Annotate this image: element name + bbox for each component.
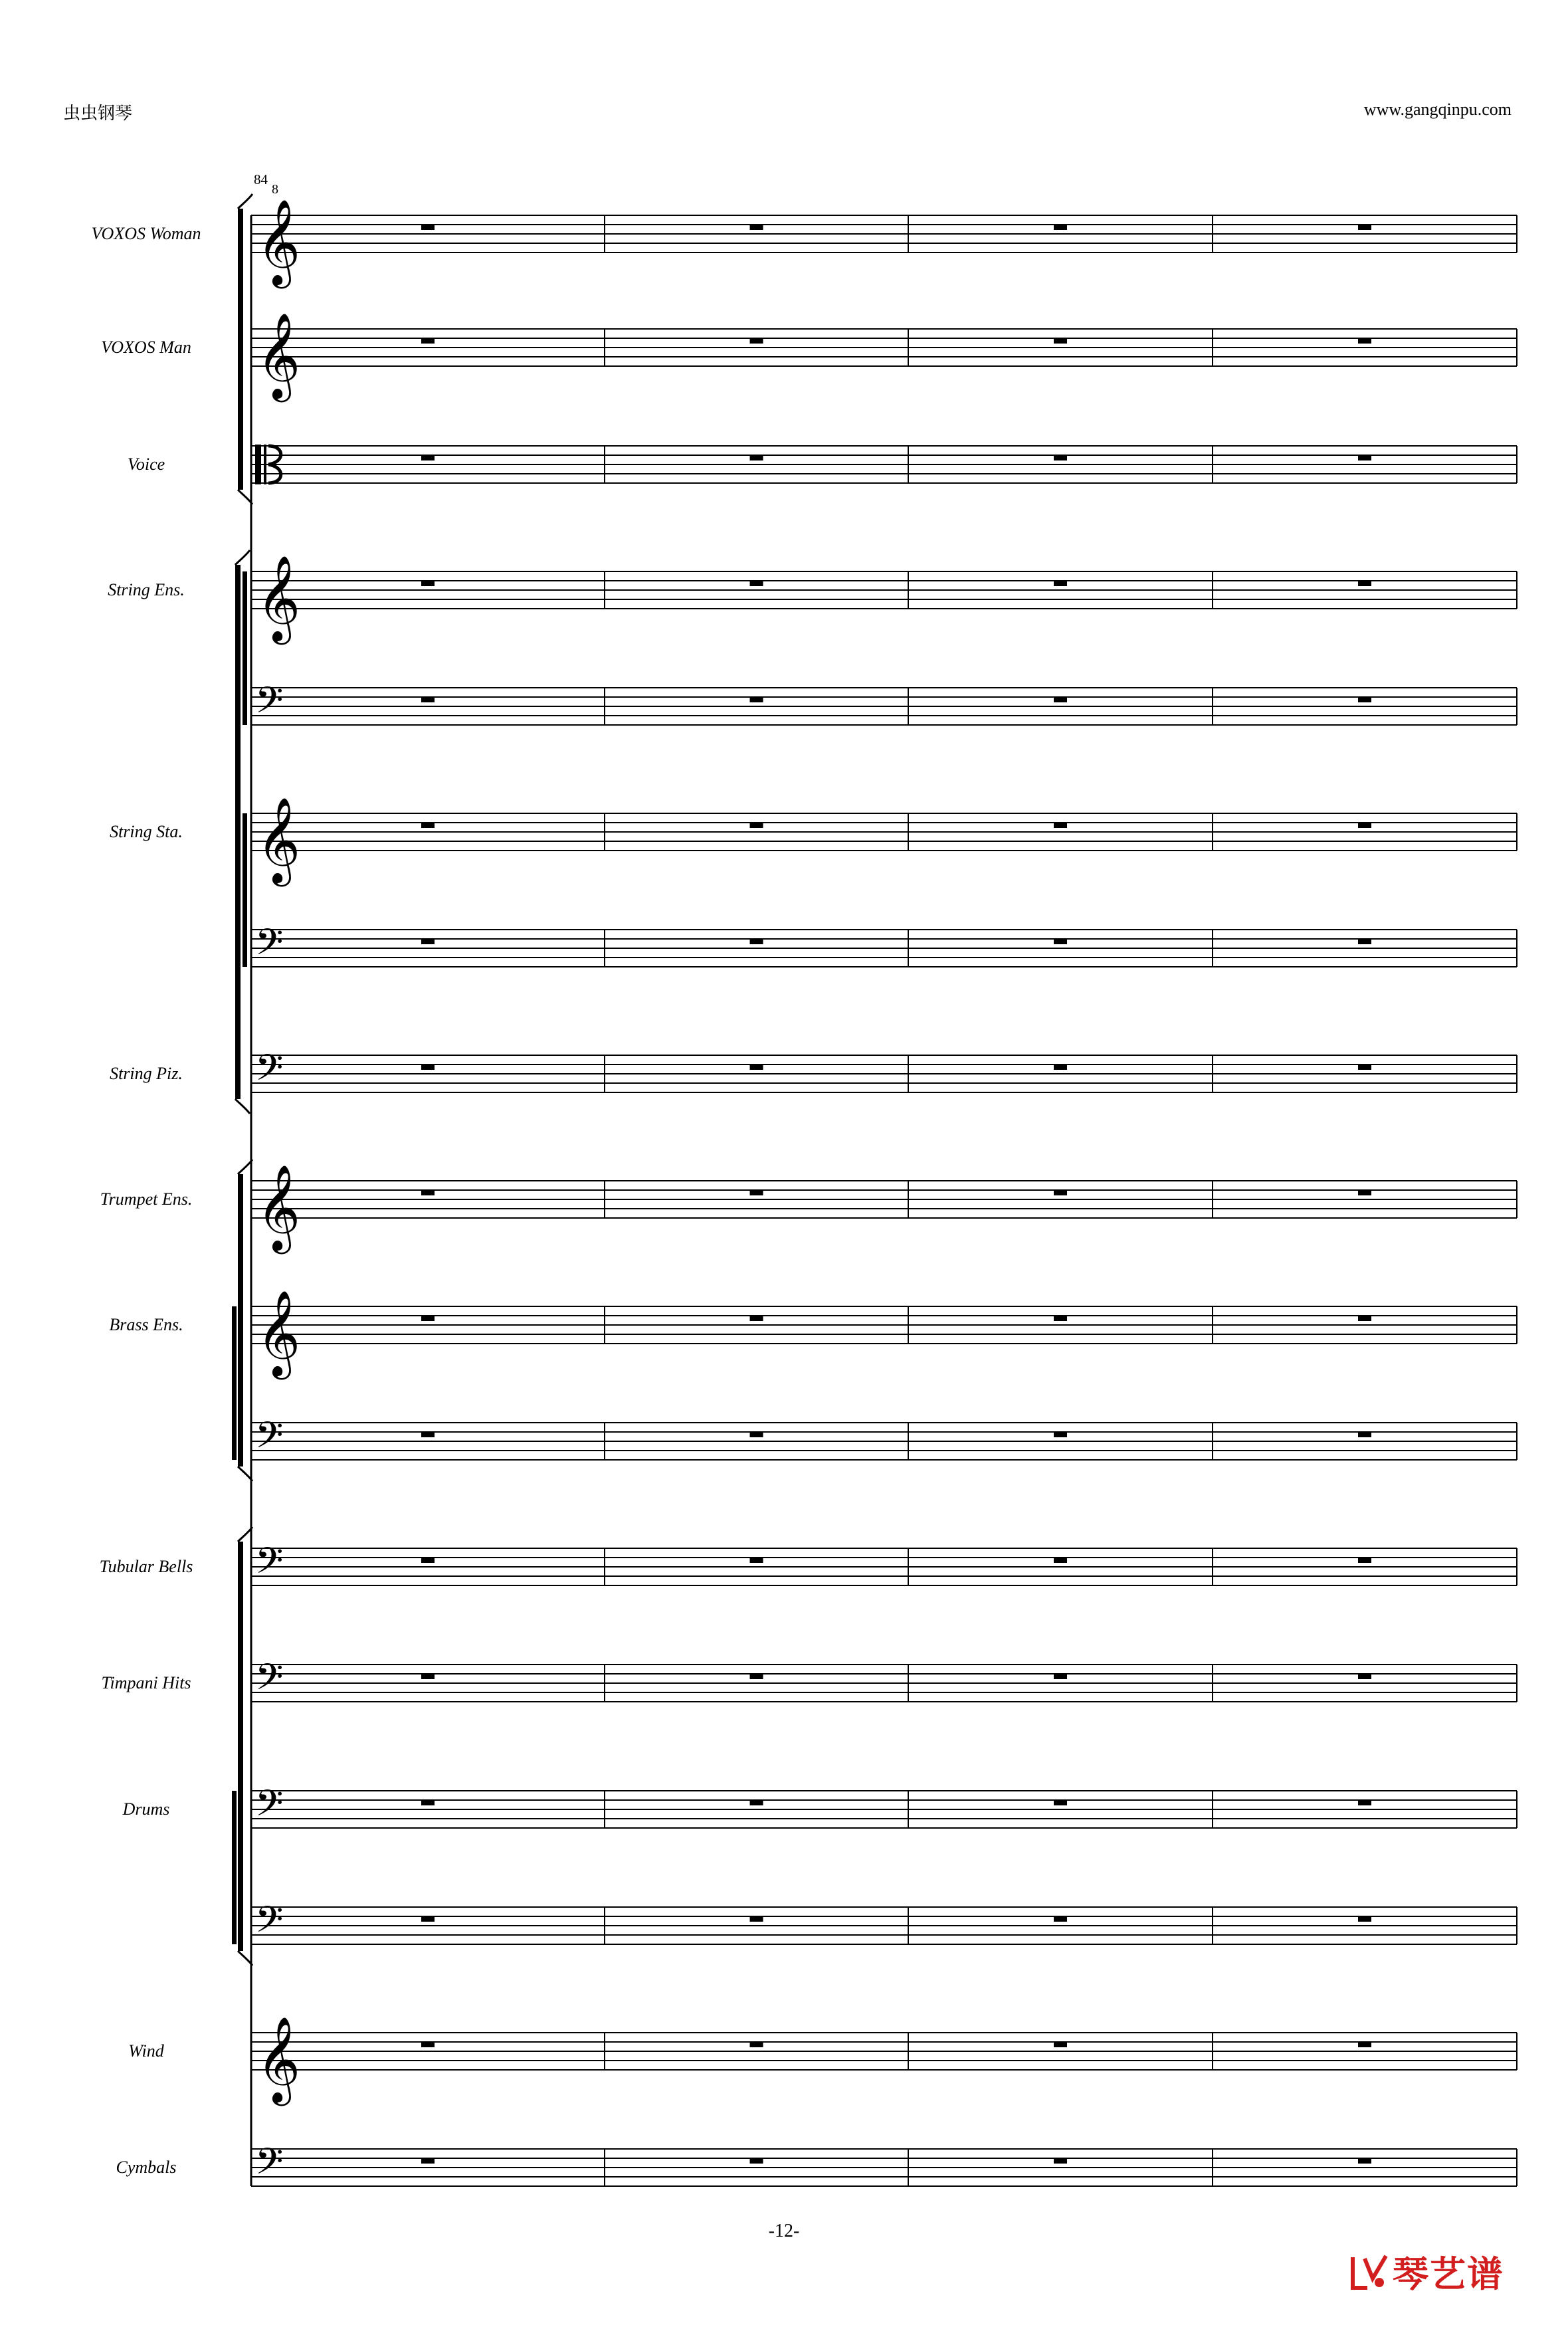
whole-rest (421, 339, 435, 344)
staff (251, 679, 1517, 730)
site-name: 虫虫钢琴 (63, 104, 133, 123)
whole-rest (750, 1191, 763, 1195)
whole-rest (750, 1801, 763, 1805)
staff (251, 1898, 1517, 1950)
staff-brace (232, 1306, 237, 1460)
svg-text:𝄢: 𝄢 (255, 1047, 284, 1098)
whole-rest (421, 1558, 435, 1563)
whole-rest (1054, 823, 1067, 828)
whole-rest (421, 2159, 435, 2164)
svg-text:𝄢: 𝄢 (255, 1414, 284, 1465)
whole-rest (1358, 1316, 1371, 1321)
whole-rest (750, 456, 763, 460)
staff (251, 2140, 1517, 2191)
staff (251, 199, 1517, 289)
staff-brace (232, 1791, 237, 1944)
staff (251, 1290, 1517, 1380)
whole-rest (750, 823, 763, 828)
bass-clef-icon (255, 1782, 283, 1833)
site-url[interactable]: www.gangqinpu.com (1363, 100, 1512, 119)
whole-rest (1358, 1801, 1371, 1805)
instrument-label: Tubular Bells (99, 1557, 193, 1576)
whole-rest (1054, 1558, 1067, 1563)
svg-text:𝄢: 𝄢 (255, 1898, 284, 1950)
bass-clef-icon (255, 921, 283, 972)
instrument-label: Drums (122, 1799, 170, 1819)
instrument-label: String Piz. (110, 1064, 183, 1083)
svg-text:𝄢: 𝄢 (255, 1540, 284, 1591)
bass-clef-icon (255, 679, 283, 730)
treble-clef-icon (256, 1164, 300, 1255)
measure-number: 84 (254, 171, 268, 187)
whole-rest (1054, 1433, 1067, 1437)
whole-rest (1054, 1674, 1067, 1679)
whole-rest (421, 1316, 435, 1321)
whole-rest (1054, 339, 1067, 344)
whole-rest (1054, 1191, 1067, 1195)
svg-text:𝄢: 𝄢 (255, 921, 284, 972)
whole-rest (421, 1674, 435, 1679)
whole-rest (421, 1917, 435, 1922)
whole-rest (1054, 1801, 1067, 1805)
treble-clef-icon (256, 555, 300, 645)
whole-rest (750, 1065, 763, 1070)
whole-rest (1054, 698, 1067, 702)
whole-rest (421, 456, 435, 460)
whole-rest (750, 2159, 763, 2164)
svg-text:𝄞: 𝄞 (256, 199, 301, 285)
svg-text:𝄞: 𝄞 (256, 312, 301, 399)
whole-rest (750, 1433, 763, 1437)
whole-rest (1054, 225, 1067, 230)
staff (251, 1782, 1517, 1833)
svg-text:𝄢: 𝄢 (255, 1656, 284, 1707)
whole-rest (1358, 456, 1371, 460)
whole-rest (750, 581, 763, 586)
whole-rest (750, 225, 763, 230)
whole-rest (1358, 1558, 1371, 1563)
treble-clef-icon (256, 2016, 300, 2106)
whole-rest (1054, 2043, 1067, 2047)
whole-rest (1358, 1674, 1371, 1679)
whole-rest (421, 1065, 435, 1070)
instrument-label: Wind (128, 2041, 164, 2061)
bass-clef-icon (255, 1656, 283, 1707)
whole-rest (421, 1433, 435, 1437)
staff (251, 1047, 1517, 1098)
whole-rest (1358, 823, 1371, 828)
treble-clef-icon (256, 199, 300, 289)
whole-rest (1054, 2159, 1067, 2164)
staff (251, 1164, 1517, 1255)
treble-clef-icon (256, 312, 300, 403)
svg-text:𝄞: 𝄞 (256, 2016, 301, 2102)
whole-rest (421, 940, 435, 944)
brand-logo (1349, 2246, 1504, 2297)
whole-rest (1358, 1433, 1371, 1437)
whole-rest (750, 1316, 763, 1321)
whole-rest (750, 940, 763, 944)
whole-rest (1054, 1917, 1067, 1922)
whole-rest (421, 698, 435, 702)
whole-rest (750, 2043, 763, 2047)
svg-text:𝄞: 𝄞 (256, 797, 301, 883)
staff (251, 445, 1517, 484)
whole-rest (1358, 2043, 1371, 2047)
whole-rest (421, 823, 435, 828)
staff (251, 1656, 1517, 1707)
whole-rest (421, 2043, 435, 2047)
whole-rest (1358, 1191, 1371, 1195)
instrument-label: String Ens. (108, 580, 185, 599)
whole-rest (1358, 2159, 1371, 2164)
instrument-label: VOXOS Woman (91, 224, 201, 243)
staff (251, 921, 1517, 972)
music-note-logo-icon (1349, 2252, 1390, 2292)
svg-text:𝄞: 𝄞 (256, 555, 301, 641)
instrument-label: Brass Ens. (109, 1315, 183, 1334)
whole-rest (750, 339, 763, 344)
whole-rest (421, 1191, 435, 1195)
instrument-label: String Sta. (110, 822, 183, 841)
treble-clef-icon (256, 1290, 300, 1380)
svg-text:𝄞: 𝄞 (256, 1164, 301, 1251)
page-number: -12- (768, 2221, 800, 2241)
bass-clef-icon (255, 1898, 283, 1950)
instrument-label: Trumpet Ens. (100, 1189, 193, 1209)
octave-marking: 8 (272, 182, 278, 197)
svg-text:𝄞: 𝄞 (256, 1290, 301, 1376)
instrument-label: Voice (127, 455, 165, 474)
svg-text:𝄢: 𝄢 (255, 1782, 284, 1833)
instrument-label: Timpani Hits (101, 1673, 191, 1692)
staff (251, 797, 1517, 887)
whole-rest (1358, 940, 1371, 944)
whole-rest (1054, 456, 1067, 460)
whole-rest (1054, 1065, 1067, 1070)
bass-clef-icon (255, 2140, 283, 2191)
svg-text:𝄢: 𝄢 (255, 2140, 284, 2191)
staff-brace (243, 571, 247, 725)
treble-clef-icon (256, 797, 300, 887)
staff (251, 1414, 1517, 1465)
whole-rest (421, 581, 435, 586)
whole-rest (1358, 1917, 1371, 1922)
instrument-label: Cymbals (116, 2158, 177, 2177)
whole-rest (1358, 225, 1371, 230)
bass-clef-icon (255, 1540, 283, 1591)
whole-rest (1054, 581, 1067, 586)
whole-rest (750, 1558, 763, 1563)
instrument-label: VOXOS Man (101, 338, 191, 357)
bass-clef-icon (255, 1414, 283, 1465)
whole-rest (1358, 1065, 1371, 1070)
whole-rest (1054, 1316, 1067, 1321)
staff-brace (243, 813, 247, 967)
staff (251, 1540, 1517, 1591)
whole-rest (421, 1801, 435, 1805)
bass-clef-icon (255, 1047, 283, 1098)
svg-text:𝄢: 𝄢 (255, 679, 284, 730)
whole-rest (1358, 581, 1371, 586)
whole-rest (750, 1917, 763, 1922)
whole-rest (750, 1674, 763, 1679)
staff (251, 2016, 1517, 2106)
whole-rest (1054, 940, 1067, 944)
whole-rest (421, 225, 435, 230)
staff (251, 555, 1517, 645)
whole-rest (750, 698, 763, 702)
whole-rest (1358, 339, 1371, 344)
logo-text: 琴艺谱 (1393, 2253, 1504, 2295)
whole-rest (1358, 698, 1371, 702)
staff (251, 312, 1517, 403)
